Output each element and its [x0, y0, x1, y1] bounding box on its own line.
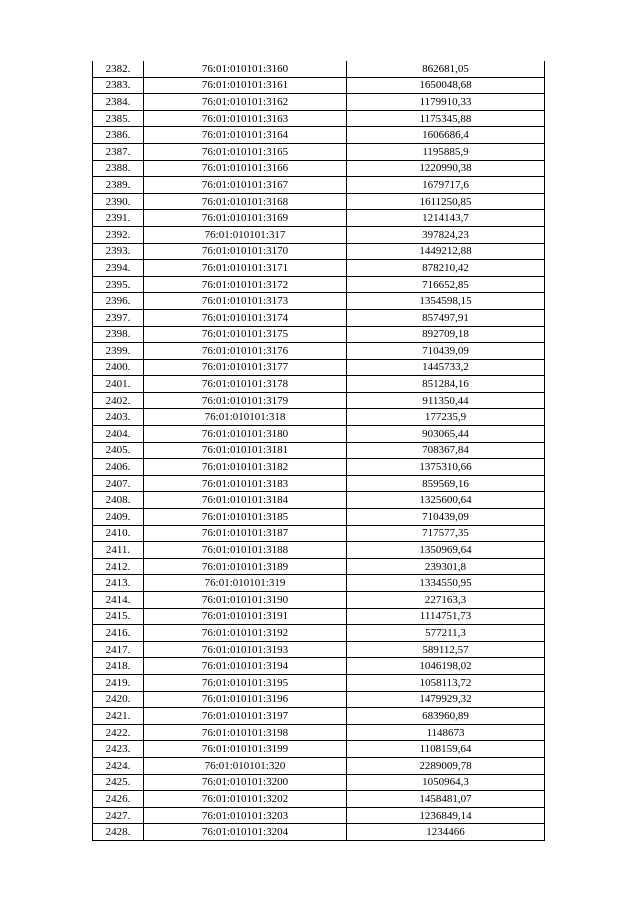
cadastral-value: 1375310,66	[347, 459, 545, 476]
table-row	[93, 226, 545, 243]
row-number: 2385.	[93, 110, 144, 127]
cadastral-number: 76:01:010101:3181	[144, 442, 347, 459]
table-row	[93, 426, 545, 443]
row-number: 2424.	[93, 757, 144, 774]
cadastral-number: 76:01:010101:3169	[144, 210, 347, 227]
row-number: 2397.	[93, 309, 144, 326]
cadastral-value: 239301,8	[347, 558, 545, 575]
row-number: 2398.	[93, 326, 144, 343]
cadastral-value: 859569,16	[347, 475, 545, 492]
cadastral-number: 76:01:010101:3193	[144, 641, 347, 658]
row-number: 2399.	[93, 343, 144, 360]
cadastral-value: 717577,35	[347, 525, 545, 542]
row-number: 2384.	[93, 94, 144, 111]
row-number: 2426.	[93, 791, 144, 808]
cadastral-value: 710439,09	[347, 343, 545, 360]
cadastral-number: 76:01:010101:3187	[144, 525, 347, 542]
table-row	[93, 94, 545, 111]
cadastral-number: 76:01:010101:3175	[144, 326, 347, 343]
cadastral-number: 76:01:010101:3204	[144, 824, 347, 841]
cadastral-value: 589112,57	[347, 641, 545, 658]
cadastral-value: 397824,23	[347, 226, 545, 243]
cadastral-number: 76:01:010101:3176	[144, 343, 347, 360]
table-row	[93, 807, 545, 824]
row-number: 2404.	[93, 426, 144, 443]
cadastral-value: 2289009,78	[347, 757, 545, 774]
table-row	[93, 276, 545, 293]
cadastral-number: 76:01:010101:3164	[144, 127, 347, 144]
cadastral-value: 892709,18	[347, 326, 545, 343]
table-row	[93, 160, 545, 177]
cadastral-number: 76:01:010101:3197	[144, 708, 347, 725]
table-row	[93, 724, 545, 741]
cadastral-number: 76:01:010101:319	[144, 575, 347, 592]
cadastral-number: 76:01:010101:3174	[144, 309, 347, 326]
cadastral-value: 1679717,6	[347, 177, 545, 194]
table-row	[93, 824, 545, 841]
table-row	[93, 309, 545, 326]
cadastral-value: 1046198,02	[347, 658, 545, 675]
row-number: 2407.	[93, 475, 144, 492]
table-row	[93, 558, 545, 575]
table-row	[93, 608, 545, 625]
table-row	[93, 674, 545, 691]
row-number: 2414.	[93, 592, 144, 609]
cadastral-number: 76:01:010101:3166	[144, 160, 347, 177]
table-row	[93, 359, 545, 376]
row-number: 2391.	[93, 210, 144, 227]
table-row	[93, 708, 545, 725]
cadastral-number: 76:01:010101:3191	[144, 608, 347, 625]
table-row	[93, 260, 545, 277]
cadastral-value: 710439,09	[347, 509, 545, 526]
cadastral-number: 76:01:010101:3202	[144, 791, 347, 808]
cadastral-number: 76:01:010101:3161	[144, 77, 347, 94]
cadastral-value: 1058113,72	[347, 674, 545, 691]
table-row	[93, 326, 545, 343]
table-row	[93, 741, 545, 758]
cadastral-number: 76:01:010101:3203	[144, 807, 347, 824]
table-row	[93, 525, 545, 542]
table-row	[93, 658, 545, 675]
cadastral-number: 76:01:010101:3190	[144, 592, 347, 609]
table-row	[93, 592, 545, 609]
row-number: 2423.	[93, 741, 144, 758]
cadastral-number: 76:01:010101:3183	[144, 475, 347, 492]
table-row	[93, 210, 545, 227]
row-number: 2393.	[93, 243, 144, 260]
row-number: 2409.	[93, 509, 144, 526]
cadastral-number: 76:01:010101:3163	[144, 110, 347, 127]
cadastral-value: 1214143,7	[347, 210, 545, 227]
cadastral-number: 76:01:010101:3180	[144, 426, 347, 443]
cadastral-number: 76:01:010101:3167	[144, 177, 347, 194]
table-row	[93, 343, 545, 360]
cadastral-value: 1350969,64	[347, 542, 545, 559]
table-row	[93, 575, 545, 592]
cadastral-value: 1334550,95	[347, 575, 545, 592]
cadastral-value: 1479929,32	[347, 691, 545, 708]
cadastral-number: 76:01:010101:3200	[144, 774, 347, 791]
row-number: 2395.	[93, 276, 144, 293]
cadastral-number: 76:01:010101:3170	[144, 243, 347, 260]
table-row	[93, 774, 545, 791]
table-row	[93, 459, 545, 476]
cadastral-number: 76:01:010101:3196	[144, 691, 347, 708]
cadastral-value: 708367,84	[347, 442, 545, 459]
cadastral-number: 76:01:010101:3192	[144, 625, 347, 642]
cadastral-number: 76:01:010101:3179	[144, 392, 347, 409]
table-row	[93, 177, 545, 194]
row-number: 2428.	[93, 824, 144, 841]
cadastral-number: 76:01:010101:3178	[144, 376, 347, 393]
cadastral-value: 1458481,07	[347, 791, 545, 808]
row-number: 2382.	[93, 61, 144, 77]
cadastral-value: 857497,91	[347, 309, 545, 326]
row-number: 2410.	[93, 525, 144, 542]
row-number: 2419.	[93, 674, 144, 691]
row-number: 2413.	[93, 575, 144, 592]
cadastral-number: 76:01:010101:3160	[144, 61, 347, 77]
table-row	[93, 542, 545, 559]
table-row	[93, 641, 545, 658]
row-number: 2396.	[93, 293, 144, 310]
cadastral-value: 1195885,9	[347, 143, 545, 160]
table-row	[93, 492, 545, 509]
cadastral-value: 1175345,88	[347, 110, 545, 127]
row-number: 2417.	[93, 641, 144, 658]
row-number: 2387.	[93, 143, 144, 160]
table-row	[93, 243, 545, 260]
table-body	[93, 61, 545, 840]
table-row	[93, 77, 545, 94]
cadastral-number: 76:01:010101:3168	[144, 193, 347, 210]
row-number: 2415.	[93, 608, 144, 625]
row-number: 2408.	[93, 492, 144, 509]
cadastral-value: 1611250,85	[347, 193, 545, 210]
table-row	[93, 293, 545, 310]
row-number: 2402.	[93, 392, 144, 409]
row-number: 2421.	[93, 708, 144, 725]
cadastral-value: 1354598,15	[347, 293, 545, 310]
table-row	[93, 61, 545, 77]
cadastral-value: 878210,42	[347, 260, 545, 277]
cadastral-number: 76:01:010101:3173	[144, 293, 347, 310]
cadastral-number: 76:01:010101:3172	[144, 276, 347, 293]
cadastral-value-table	[92, 61, 545, 841]
table-row	[93, 193, 545, 210]
cadastral-number: 76:01:010101:3195	[144, 674, 347, 691]
cadastral-value: 1220990,38	[347, 160, 545, 177]
cadastral-number: 76:01:010101:3189	[144, 558, 347, 575]
cadastral-value: 862681,05	[347, 61, 545, 77]
cadastral-number: 76:01:010101:3177	[144, 359, 347, 376]
cadastral-number: 76:01:010101:3198	[144, 724, 347, 741]
row-number: 2420.	[93, 691, 144, 708]
cadastral-value: 1650048,68	[347, 77, 545, 94]
cadastral-number: 76:01:010101:3184	[144, 492, 347, 509]
cadastral-number: 76:01:010101:317	[144, 226, 347, 243]
cadastral-value: 1050964,3	[347, 774, 545, 791]
table-row	[93, 409, 545, 426]
cadastral-number: 76:01:010101:320	[144, 757, 347, 774]
cadastral-value: 1179910,33	[347, 94, 545, 111]
table-row	[93, 791, 545, 808]
cadastral-number: 76:01:010101:3199	[144, 741, 347, 758]
row-number: 2386.	[93, 127, 144, 144]
row-number: 2406.	[93, 459, 144, 476]
cadastral-number: 76:01:010101:3171	[144, 260, 347, 277]
cadastral-number: 76:01:010101:318	[144, 409, 347, 426]
cadastral-number: 76:01:010101:3182	[144, 459, 347, 476]
cadastral-value: 1108159,64	[347, 741, 545, 758]
cadastral-value: 1236849,14	[347, 807, 545, 824]
row-number: 2405.	[93, 442, 144, 459]
cadastral-number: 76:01:010101:3162	[144, 94, 347, 111]
row-number: 2416.	[93, 625, 144, 642]
table-row	[93, 110, 545, 127]
cadastral-value: 903065,44	[347, 426, 545, 443]
table-row	[93, 376, 545, 393]
cadastral-value: 1325600,64	[347, 492, 545, 509]
row-number: 2394.	[93, 260, 144, 277]
cadastral-value: 851284,16	[347, 376, 545, 393]
cadastral-number: 76:01:010101:3185	[144, 509, 347, 526]
row-number: 2411.	[93, 542, 144, 559]
cadastral-value: 683960,89	[347, 708, 545, 725]
row-number: 2400.	[93, 359, 144, 376]
cadastral-value: 177235,9	[347, 409, 545, 426]
table-row	[93, 143, 545, 160]
cadastral-value: 1449212,88	[347, 243, 545, 260]
table-row	[93, 757, 545, 774]
cadastral-number: 76:01:010101:3194	[144, 658, 347, 675]
table-row	[93, 442, 545, 459]
row-number: 2403.	[93, 409, 144, 426]
cadastral-value: 227163,3	[347, 592, 545, 609]
row-number: 2389.	[93, 177, 144, 194]
table-row	[93, 475, 545, 492]
row-number: 2388.	[93, 160, 144, 177]
table-row	[93, 509, 545, 526]
cadastral-value: 1606686,4	[347, 127, 545, 144]
cadastral-value: 1445733,2	[347, 359, 545, 376]
cadastral-value: 1148673	[347, 724, 545, 741]
row-number: 2425.	[93, 774, 144, 791]
table-row	[93, 127, 545, 144]
row-number: 2412.	[93, 558, 144, 575]
row-number: 2401.	[93, 376, 144, 393]
table-row	[93, 691, 545, 708]
cadastral-value: 1114751,73	[347, 608, 545, 625]
row-number: 2392.	[93, 226, 144, 243]
cadastral-value: 911350,44	[347, 392, 545, 409]
cadastral-value: 1234466	[347, 824, 545, 841]
table-row	[93, 625, 545, 642]
row-number: 2383.	[93, 77, 144, 94]
cadastral-number: 76:01:010101:3188	[144, 542, 347, 559]
cadastral-value: 577211,3	[347, 625, 545, 642]
cadastral-number: 76:01:010101:3165	[144, 143, 347, 160]
row-number: 2390.	[93, 193, 144, 210]
row-number: 2422.	[93, 724, 144, 741]
cadastral-value: 716652,85	[347, 276, 545, 293]
row-number: 2418.	[93, 658, 144, 675]
table-row	[93, 392, 545, 409]
row-number: 2427.	[93, 807, 144, 824]
